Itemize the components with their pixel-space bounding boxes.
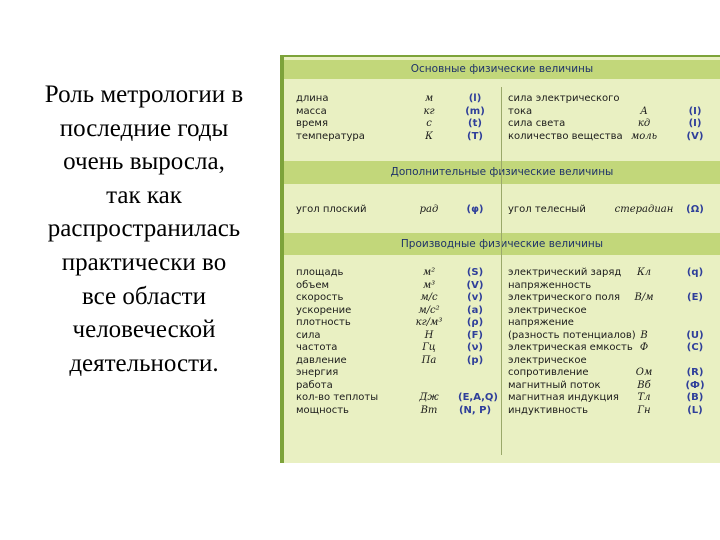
quantity-name: напряженность [508, 279, 592, 291]
quantity-unit: Н [424, 329, 434, 341]
quantity-name: плотность [296, 317, 351, 328]
quantity-name: магнитный поток [508, 379, 601, 391]
quantity-unit: Ф [639, 342, 649, 353]
quantity-unit: Вб [637, 379, 651, 391]
quantity-symbol: (U) [686, 329, 704, 341]
quantity-unit: м² [422, 267, 436, 278]
quantity-unit: м [424, 93, 434, 104]
quantity-name: мощность [296, 404, 349, 416]
quantity-name: угол плоский [296, 204, 367, 215]
quantity-name: частота [296, 342, 338, 353]
table-row [284, 106, 720, 119]
quantity-name: (разность потенциалов) [508, 329, 636, 341]
quantity-unit: В/м [634, 292, 654, 303]
quantity-name: кол-во теплоты [296, 392, 379, 403]
table-row [284, 342, 720, 355]
quantity-unit: рад [419, 204, 439, 215]
quantity-symbol: (L) [687, 404, 703, 416]
table-row [284, 305, 720, 318]
quantity-name: электрическая емкость [508, 342, 633, 353]
quantity-unit: м³ [422, 279, 436, 291]
quantity-symbol: (F) [467, 329, 483, 341]
quantity-name: сила [296, 329, 321, 341]
quantity-symbol: (I) [688, 105, 702, 117]
quantity-symbol: (E) [687, 292, 703, 303]
quantity-symbol: (E,A,Q) [458, 392, 498, 403]
table-row [284, 405, 720, 418]
table-row [284, 292, 720, 305]
table-row [284, 367, 720, 380]
quantity-unit: К [425, 130, 433, 142]
quantity-name: угол телесный [508, 204, 586, 215]
derived-quantities-header: Производные физические величины [284, 233, 720, 255]
quantity-symbol: (v) [467, 292, 483, 303]
quantity-symbol: (ρ) [466, 317, 484, 328]
quantity-unit: стерадиан [614, 204, 674, 215]
additional-quantities-section [284, 204, 720, 217]
quantity-symbol: (a) [467, 304, 483, 316]
quantity-unit: м/с² [418, 304, 440, 316]
table-row [284, 131, 720, 144]
quantity-name: энергия [296, 367, 339, 378]
quantity-unit: с [426, 118, 432, 129]
quantity-symbol: (m) [465, 105, 485, 117]
quantity-symbol: (T) [467, 130, 483, 142]
quantity-name: электрического поля [508, 292, 621, 303]
quantity-symbol: (B) [686, 392, 704, 403]
quantity-symbol: (l) [468, 93, 482, 104]
quantity-unit: кд [637, 118, 651, 129]
quantity-name: время [296, 118, 328, 129]
quantity-name: сопротивление [508, 367, 589, 378]
physical-quantities-table [280, 55, 720, 463]
quantity-name: работа [296, 379, 333, 391]
table-row [284, 280, 720, 293]
quantity-name: напряжение [508, 317, 574, 328]
quantity-unit: Тл [637, 392, 651, 403]
table-row [284, 118, 720, 131]
table-row [284, 330, 720, 343]
slide-text-line: деятельности. [69, 349, 219, 377]
quantity-symbol: (C) [686, 342, 704, 353]
quantity-name: скорость [296, 292, 344, 303]
quantity-name: количество вещества [508, 130, 623, 142]
table-row [284, 380, 720, 393]
quantity-unit: Па [421, 354, 437, 366]
table-row [284, 355, 720, 368]
table-row [284, 392, 720, 405]
quantity-symbol: (ν) [467, 342, 483, 353]
quantity-name: сила света [508, 118, 566, 129]
quantity-unit: Гн [637, 404, 651, 416]
slide-text-line: последние годы [59, 114, 229, 142]
slide-text-line: так как [106, 181, 182, 209]
column-divider [501, 87, 502, 455]
quantity-name: электрическое [508, 304, 587, 316]
quantity-name: масса [296, 105, 327, 117]
slide-body-text [10, 78, 278, 380]
basic-quantities-section [284, 93, 720, 143]
slide-text-line: Роль метрологии в [44, 81, 244, 108]
quantity-unit: кг/м³ [415, 317, 443, 328]
quantity-symbol: (t) [468, 118, 482, 129]
quantity-unit: Кл [636, 267, 652, 278]
quantity-symbol: (S) [466, 267, 484, 278]
quantity-name: электрическое [508, 354, 587, 366]
quantity-name: ускорение [296, 304, 352, 316]
quantity-name: температура [296, 130, 365, 142]
quantity-unit: А [640, 105, 648, 117]
quantity-name: магнитная индукция [508, 392, 619, 403]
table-row [284, 93, 720, 106]
quantity-unit: м/с [420, 292, 438, 303]
quantity-name: объем [296, 279, 330, 291]
quantity-unit: В [640, 329, 648, 341]
basic-quantities-header: Основные физические величины [284, 60, 720, 79]
quantity-symbol: (N, P) [458, 404, 492, 416]
quantity-symbol: (φ) [466, 204, 484, 215]
quantity-name: тока [508, 105, 533, 117]
quantity-symbol: (q) [686, 267, 704, 278]
quantity-symbol: (Ω) [686, 204, 704, 215]
quantity-name: длина [296, 93, 329, 104]
quantity-symbol: (p) [466, 354, 484, 366]
quantity-symbol: (Ф) [685, 379, 705, 391]
slide-text-line: человеческой [72, 316, 216, 344]
quantity-unit: Гц [422, 342, 436, 353]
table-row [284, 204, 720, 217]
table-row [284, 317, 720, 330]
quantity-unit: Дж [419, 392, 439, 403]
slide-text-line: практически во [61, 248, 227, 276]
quantity-unit: Ом [635, 367, 653, 378]
quantity-symbol: (I) [688, 118, 702, 129]
quantity-symbol: (R) [686, 367, 704, 378]
quantity-unit: кг [423, 105, 435, 117]
table-background [284, 57, 720, 463]
table-row [284, 267, 720, 280]
quantity-symbol: (V) [686, 130, 704, 142]
quantity-unit: моль [630, 130, 658, 142]
quantity-name: индуктивность [508, 404, 588, 416]
quantity-unit: Вт [420, 404, 438, 416]
quantity-name: площадь [296, 267, 344, 278]
quantity-name: сила электрического [508, 93, 620, 104]
slide-text-line: все области [82, 282, 206, 310]
quantity-name: давление [296, 354, 347, 366]
quantity-name: электрический заряд [508, 267, 622, 278]
additional-quantities-header: Дополнительные физические величины [284, 161, 720, 184]
slide-text-line: очень выросла, [63, 148, 225, 176]
quantity-symbol: (V) [466, 279, 484, 291]
slide-text-line: распространилась [47, 215, 241, 243]
derived-quantities-section [284, 267, 720, 417]
